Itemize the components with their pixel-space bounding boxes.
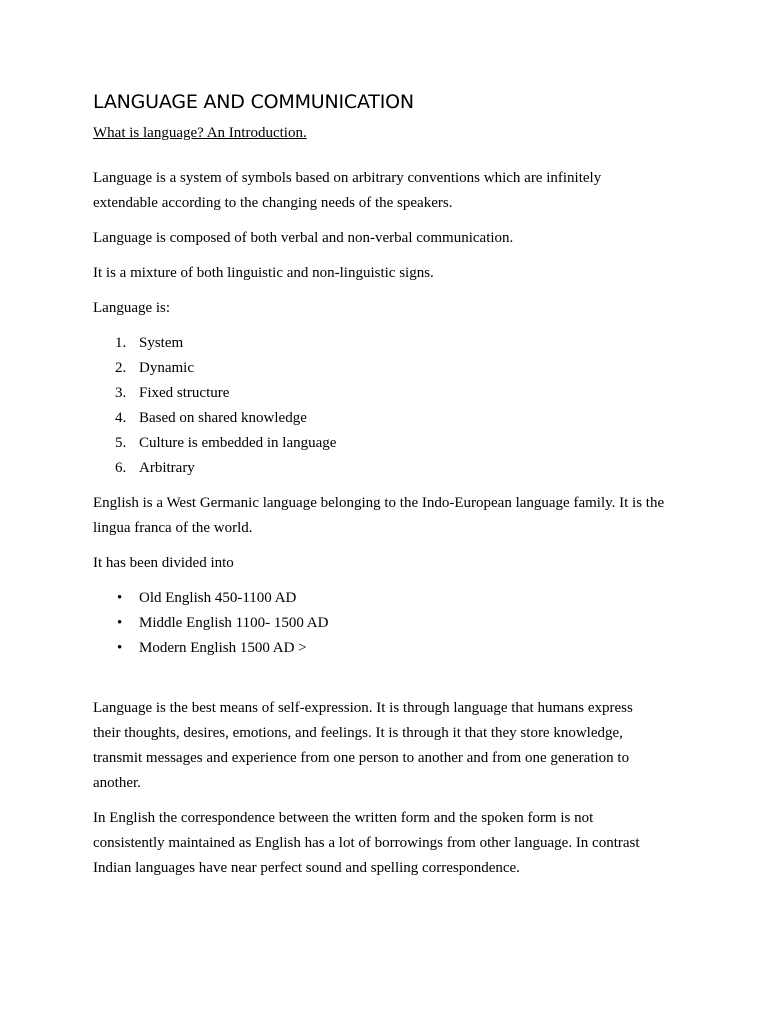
bullet-list: [93, 586, 673, 661]
bullet-icon: •: [117, 640, 123, 656]
list-item-text: Fixed structure: [139, 385, 230, 401]
paragraph-language-is: Language is:: [93, 300, 171, 316]
paragraph-english-family: English is a West Germanic language belonging to the Indo-European language family. It is the lingua franca of the world.: [93, 495, 665, 536]
paragraph-composition: Language is composed of both verbal and non-verbal communication.: [93, 230, 514, 246]
list-item: [93, 431, 673, 456]
list-item-text: Culture is embedded in language: [139, 435, 337, 451]
paragraph-self-expression: Language is the best means of self-expression. It is through language that humans express their thoughts, desires, emotions, and feelings. It is through it that they store knowledge, transmit messages and experience from one person to another and from one generation to another.: [93, 700, 633, 791]
list-item: [93, 456, 673, 481]
list-item-text: System: [139, 335, 184, 351]
paragraph-definition: Language is a system of symbols based on arbitrary conventions which are infinitely extendable according to the changing needs of the speakers.: [93, 170, 602, 211]
paragraph-signs: It is a mixture of both linguistic and non-linguistic signs.: [93, 265, 434, 281]
document-title: LANGUAGE AND COMMUNICATION: [93, 91, 414, 113]
paragraph-divided-into: It has been divided into: [93, 555, 234, 571]
bullet-icon: •: [117, 590, 123, 606]
list-number: 3.: [115, 385, 127, 401]
paragraph-correspondence: In English the correspondence between the written form and the spoken form is not consistently maintained as English has a lot of borrowings from other language. In contrast Indian languages have near perfect sound and spelling correspondence.: [93, 810, 640, 876]
list-number: 1.: [115, 335, 127, 351]
numbered-list: [93, 331, 673, 481]
list-number: 6.: [115, 460, 127, 476]
list-item-text: Middle English 1100- 1500 AD: [139, 615, 329, 631]
list-item: [93, 381, 673, 406]
list-number: 4.: [115, 410, 127, 426]
list-item-text: Dynamic: [139, 360, 194, 376]
document-page: [93, 89, 673, 881]
list-item-text: Modern English 1500 AD >: [139, 640, 307, 656]
list-item-text: Old English 450-1100 AD: [139, 590, 297, 606]
list-item: [93, 331, 673, 356]
list-number: 5.: [115, 435, 127, 451]
list-item: [93, 586, 673, 611]
list-item-text: Based on shared knowledge: [139, 410, 307, 426]
list-item: [93, 611, 673, 636]
document-subtitle: What is language? An Introduction.: [93, 125, 307, 141]
list-item-text: Arbitrary: [139, 460, 195, 476]
list-number: 2.: [115, 360, 127, 376]
bullet-icon: •: [117, 615, 123, 631]
list-item: [93, 636, 673, 661]
list-item: [93, 356, 673, 381]
list-item: [93, 406, 673, 431]
